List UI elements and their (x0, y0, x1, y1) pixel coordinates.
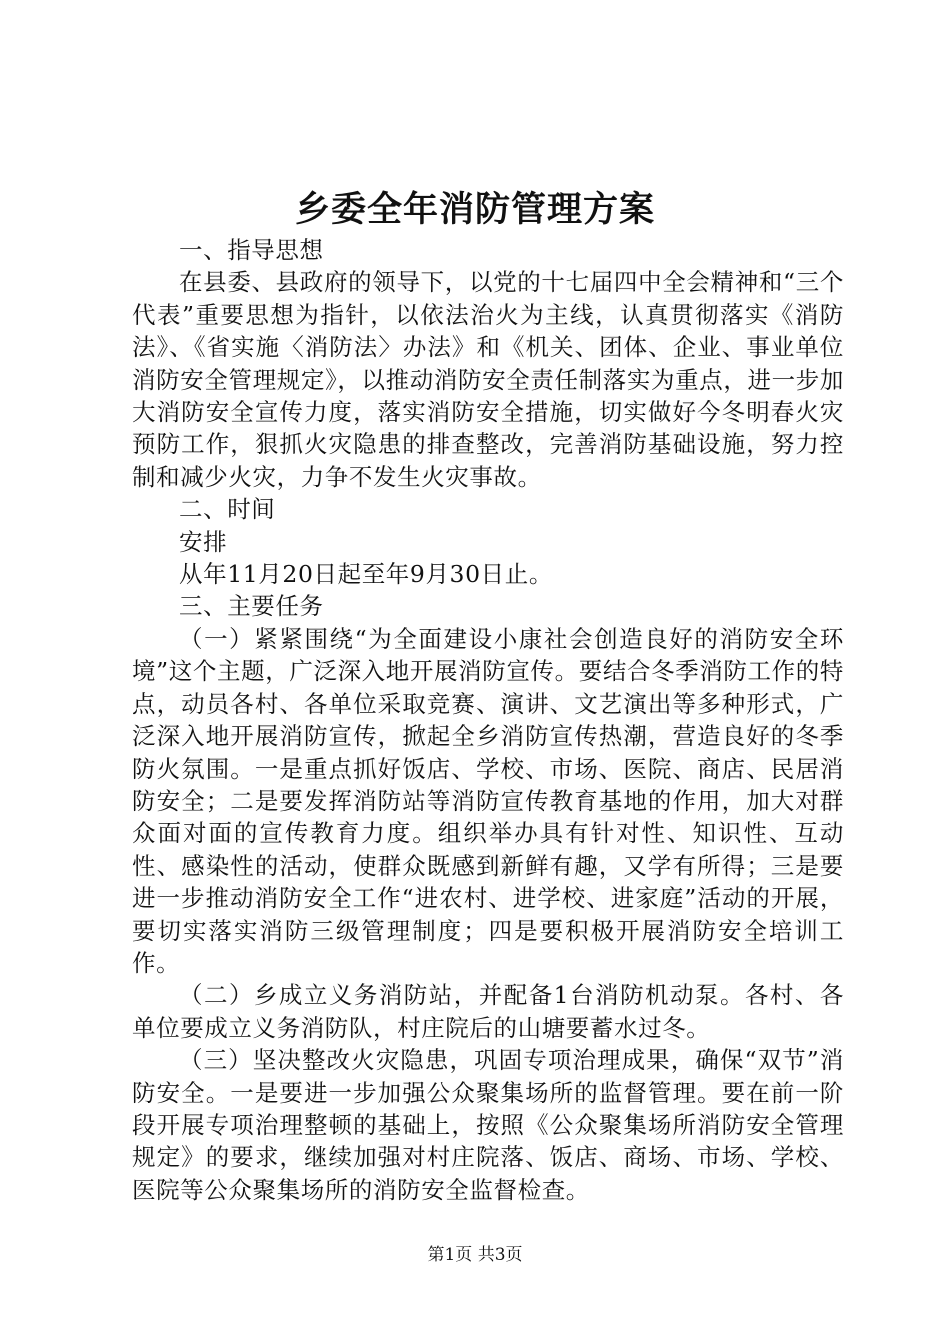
paragraph-guiding-ideology: 在县委、县政府的领导下，以党的十七届四中全会精神和“三个代表”重要思想为指针，以依法治火为主线，认真贯彻落实《消防法》、《省实施〈消防法〉办法》和《机关、团体、企业、事业单位消防安全管理规定》，以推动消防安全责任制落实为重点，进一步加大消防安全宣传力度，落实消防安全措施，切实做好今冬明春火灾预防工作，狠抓火灾隐患的排查整改，完善消防基础设施，努力控制和减少火灾，力争不发生火灾事故。 (132, 268, 844, 491)
paragraph-task-3: （三）坚决整改火灾隐患，巩固专项治理成果，确保“双节”消防安全。一是要进一步加强公众聚集场所的监督管理。要在前一阶段开展专项治理整顿的基础上，按照《公众聚集场所消防安全管理规定》的要求，继续加强对村庄院落、饭店、商场、市场、学校、医院等公众聚集场所的消防安全监督检查。 (132, 1046, 844, 1204)
paragraph-task-2: （二）乡成立义务消防站，并配备1台消防机动泵。各村、各单位要成立义务消防队，村庄院后的山塘要蓄水过冬。 (132, 981, 844, 1042)
section-heading-arrangement: 安排 (179, 527, 228, 556)
document-body (132, 234, 844, 1206)
document-title: 乡委全年消防管理方案 (294, 190, 655, 230)
section-heading-time: 二、时间 (179, 495, 276, 524)
paragraph-time-range: 从年11月20日起至年9月30日止。 (179, 560, 553, 589)
section-heading-guiding-ideology: 一、指导思想 (179, 236, 324, 264)
page-footer: 第1页 共3页 (427, 1245, 523, 1265)
paragraph-task-1: （一）紧紧围绕“为全面建设小康社会创造良好的消防安全环境”这个主题，广泛深入地开展消防宣传。要结合冬季消防工作的特点，动员各村、各单位采取竞赛、演讲、文艺演出等多种形式，广泛深入地开展消防宣传，掀起全乡消防宣传热潮，营造良好的冬季防火氛围。一是重点抓好饭店、学校、市场、医院、商店、民居消防安全；二是要发挥消防站等消防宣传教育基地的作用，加大对群众面对面的宣传教育力度。组织举办具有针对性、知识性、互动性、感染性的活动，使群众既感到新鲜有趣，又学有所得；三是要进一步推动消防安全工作“进农村、进学校、进家庭”活动的开展，要切实落实消防三级管理制度；四是要积极开展消防安全培训工作。 (132, 624, 844, 977)
section-heading-main-tasks: 三、主要任务 (179, 592, 324, 621)
